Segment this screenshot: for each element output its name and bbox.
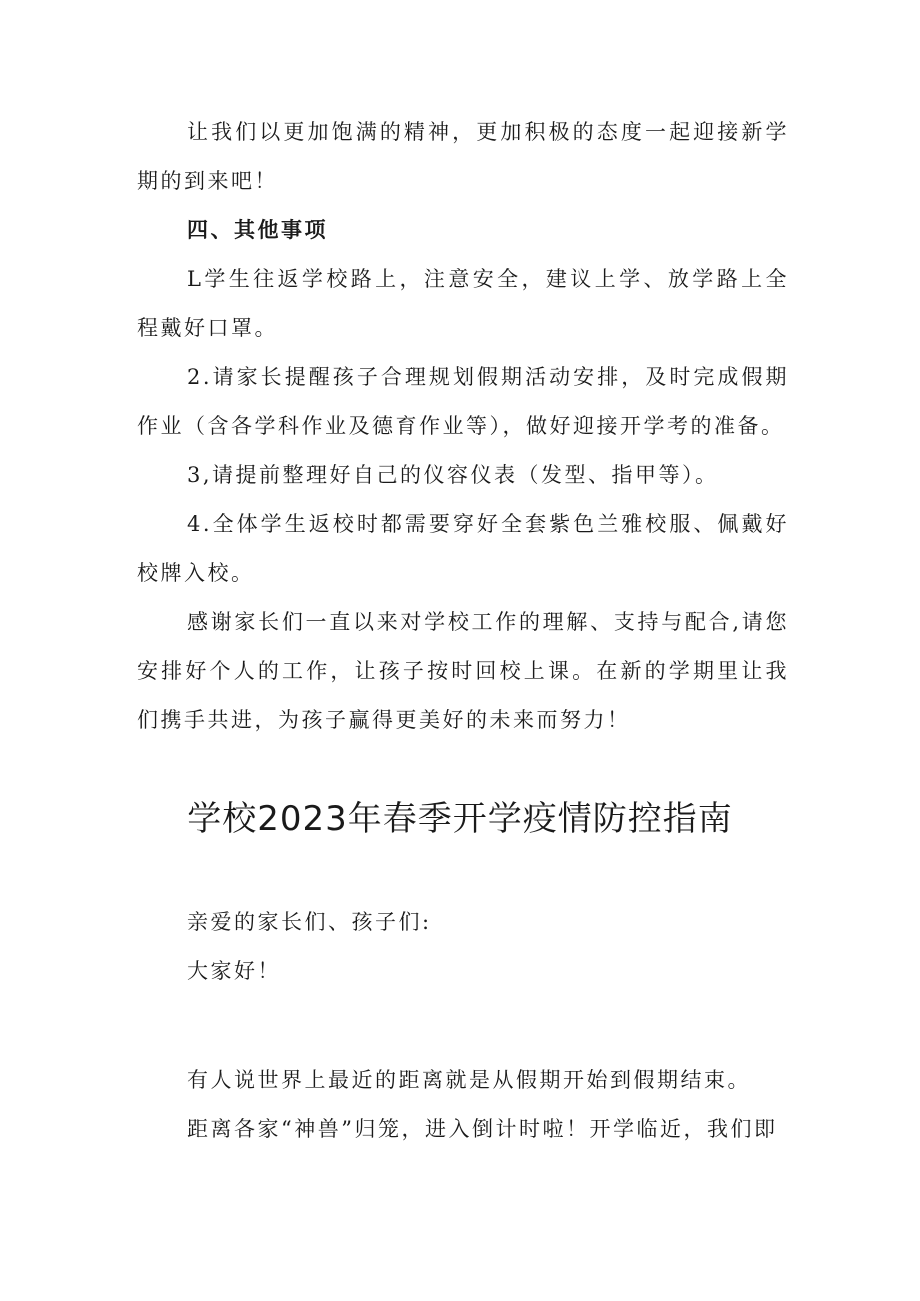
item-3: 3,请提前整理好自己的仪容仪表（发型、指甲等）。 [187, 463, 719, 487]
paragraph-new-semester: 让我们以更加饱满的精神，更加积极的态度一起迎接新学期的到来吧！ [137, 120, 789, 193]
hello-line: 大家好！ [187, 959, 281, 983]
body-line-2: 距离各家“神兽”归笼，进入倒计时啦！开学临近，我们即 [187, 1117, 778, 1141]
item-2: 2.请家长提醒孩子合理规划假期活动安排，及时完成假期作业（含各学科作业及德育作业等），做好迎接开学考的准备。 [137, 365, 789, 438]
section-heading: 四、其他事项 [187, 218, 328, 242]
body-line-1: 有人说世界上最近的距离就是从假期开始到假期结束。 [187, 1068, 751, 1092]
closing-paragraph: 感谢家长们一直以来对学校工作的理解、支持与配合,请您安排好个人的工作，让孩子按时回校上课。在新的学期里让我们携手共进，为孩子赢得更美好的未来而努力！ [137, 610, 789, 732]
item-4: 4.全体学生返校时都需要穿好全套紫色兰雅校服、佩戴好校牌入校。 [137, 512, 789, 585]
item-1: L学生往返学校路上，注意安全，建议上学、放学路上全程戴好口罩。 [137, 267, 789, 340]
page-title: 学校2023年春季开学疫情防控指南 [187, 799, 733, 839]
greeting: 亲爱的家长们、孩子们: [187, 910, 432, 934]
